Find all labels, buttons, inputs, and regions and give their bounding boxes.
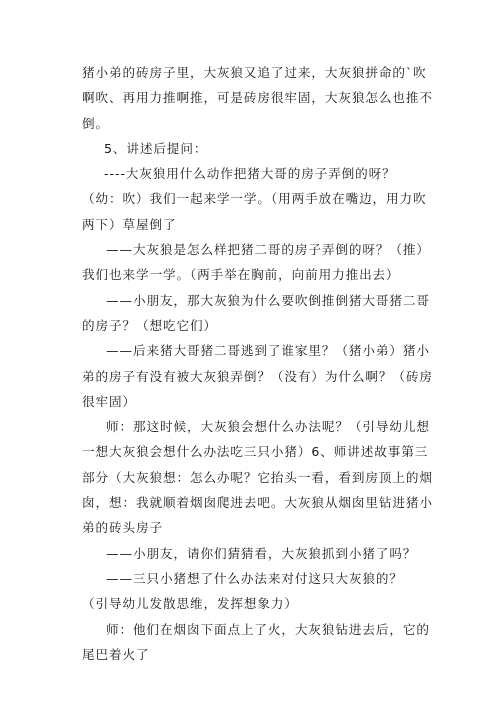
text-line: 部分（大灰狼想：怎么办呢？它抬头一看，看到房顶上的烟 [82, 469, 433, 485]
question-line: ----大灰狼用什么动作把猪大哥的房子弄倒的呀？ [104, 166, 396, 182]
teacher-line: 师：那这时候，大灰狼会想什么办法呢？（引导幼儿想 [106, 419, 430, 435]
text-line: 我们也来学一学。（两手举在胸前，向前用力推出去） [82, 267, 400, 283]
text-line: 两下）草屋倒了 [82, 216, 177, 232]
story-text-body [80, 60, 433, 667]
text-line: 弟的房子有没有被大灰狼弄倒？（没有）为什么啊？（砖房 [82, 368, 433, 384]
question-line: ——小朋友，请你们猜猜看，大灰狼抓到小猪了吗？ [106, 545, 417, 561]
question-line: ——三只小猪想了什么办法来对付这只大灰狼的？ [106, 570, 403, 586]
question-line: ——小朋友，那大灰狼为什么要吹倒推倒猪大哥猪二哥 [106, 292, 430, 308]
section-heading: 5、讲述后提问： [104, 140, 208, 156]
text-line: 弟的砖头房子 [82, 520, 163, 536]
text-line: 猪小弟的砖房子里，大灰狼又追了过来，大灰狼拼命的`吹 [82, 65, 427, 80]
text-line: 囱，想：我就顺着烟囱爬进去吧。大灰狼从烟囱里钻进猪小 [82, 495, 433, 511]
text-line: 尾巴着火了 [82, 646, 150, 662]
text-line: （引导幼儿发散思维，发挥想象力） [82, 596, 298, 612]
question-line: ——后来猪大哥猪二哥逃到了谁家里？（猪小弟）猪小 [106, 343, 430, 359]
teacher-line: 师：他们在烟囱下面点上了火，大灰狼钻进去后，它的 [106, 621, 430, 637]
text-line: 一想大灰狼会想什么办法吃三只小猪）6、师讲述故事第三 [82, 444, 429, 460]
text-line: （幼：吹）我们一起来学一学。（用两手放在嘴边，用力吹 [82, 191, 427, 207]
text-line: 倒。 [82, 115, 109, 131]
text-line: 的房子？（想吃它们） [82, 317, 217, 333]
question-line: ——大灰狼是怎么样把猪二哥的房子弄倒的呀？（推） [106, 242, 430, 258]
text-line: 啊吹、再用力推啊推，可是砖房很牢固，大灰狼怎么也推不 [82, 90, 433, 106]
text-line: 很牢固） [82, 393, 136, 409]
